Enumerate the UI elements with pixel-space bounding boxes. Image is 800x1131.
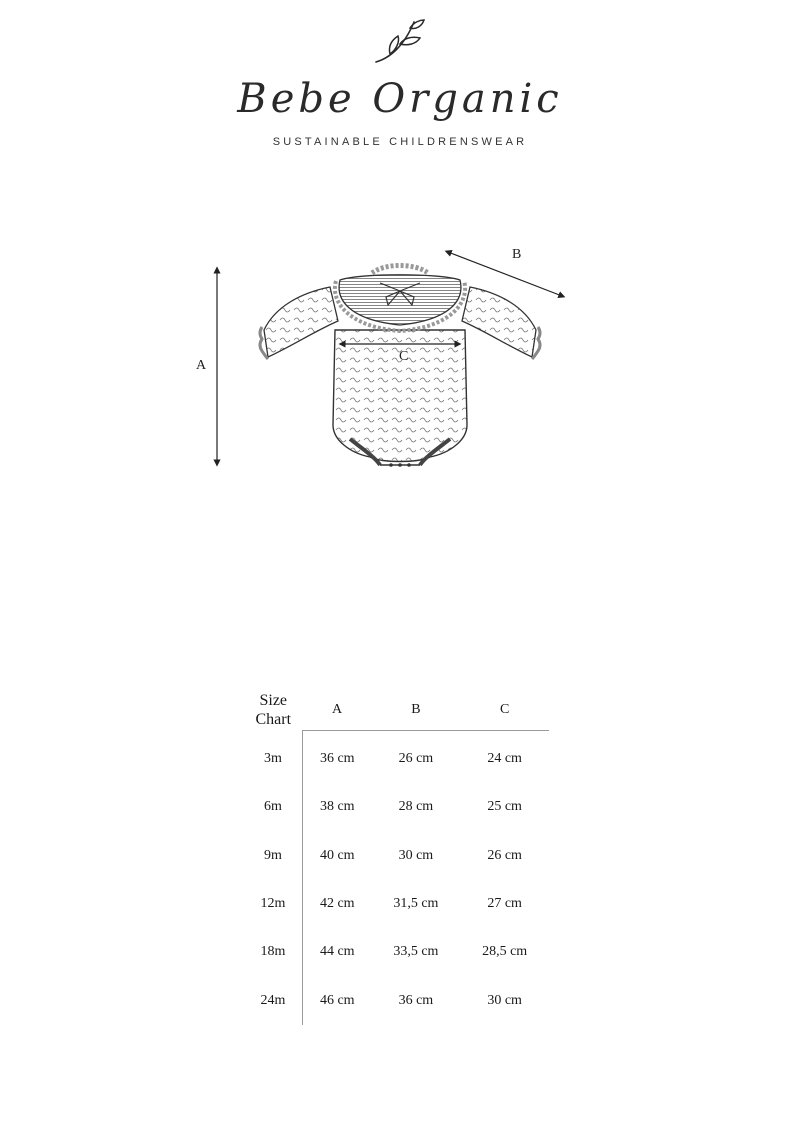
- measure-b: 31,5 cm: [393, 896, 439, 912]
- measure-a: 36 cm: [319, 751, 355, 767]
- table-row: [244, 976, 549, 1024]
- measure-a: 40 cm: [319, 847, 355, 863]
- measure-a: 44 cm: [319, 944, 355, 960]
- measure-c: 24 cm: [487, 751, 522, 767]
- measure-c: 30 cm: [487, 992, 522, 1008]
- romper-illustration: [180, 235, 600, 485]
- measure-c: 28,5 cm: [482, 944, 528, 960]
- measure-b: 36 cm: [398, 992, 434, 1008]
- measure-c: 26 cm: [487, 847, 522, 863]
- measure-b: 28 cm: [398, 799, 434, 815]
- measure-a: 46 cm: [319, 992, 355, 1008]
- dimension-b-label: B: [512, 247, 522, 262]
- size-chart-title-line1: Size: [259, 692, 288, 710]
- table-row: [244, 832, 549, 880]
- column-header-c: C: [460, 690, 549, 731]
- size-label: 3m: [244, 731, 303, 784]
- leaf-sprig-icon: [370, 14, 430, 66]
- measure-a: 38 cm: [319, 799, 355, 815]
- column-header-b: B: [372, 690, 461, 731]
- size-label: 18m: [244, 928, 303, 976]
- size-label: 9m: [244, 832, 303, 880]
- table-row: [244, 928, 549, 976]
- size-label: 6m: [244, 783, 303, 831]
- table-row: [244, 731, 549, 784]
- brand-tagline: SUSTAINABLE CHILDRENSWEAR: [272, 136, 528, 148]
- dimension-c-label: C: [399, 349, 409, 364]
- measure-b: 33,5 cm: [393, 944, 439, 960]
- table-row: [244, 783, 549, 831]
- size-label: 12m: [244, 880, 303, 928]
- size-chart-title-line2: Chart: [255, 711, 292, 729]
- table-row: [244, 880, 549, 928]
- measure-b: 26 cm: [398, 751, 434, 767]
- measure-c: 27 cm: [487, 896, 522, 912]
- brand-name: Bebe Organic: [237, 76, 563, 122]
- size-chart-table: [244, 690, 549, 1025]
- measure-c: 25 cm: [487, 799, 522, 815]
- garment-diagram: [180, 235, 600, 485]
- size-chart-title: [244, 690, 303, 731]
- size-label: 24m: [244, 976, 303, 1024]
- size-chart-header-row: [244, 690, 549, 731]
- dimension-a-label: A: [196, 358, 207, 373]
- measure-b: 30 cm: [398, 847, 434, 863]
- measure-a: 42 cm: [319, 896, 355, 912]
- column-header-a: A: [303, 690, 372, 731]
